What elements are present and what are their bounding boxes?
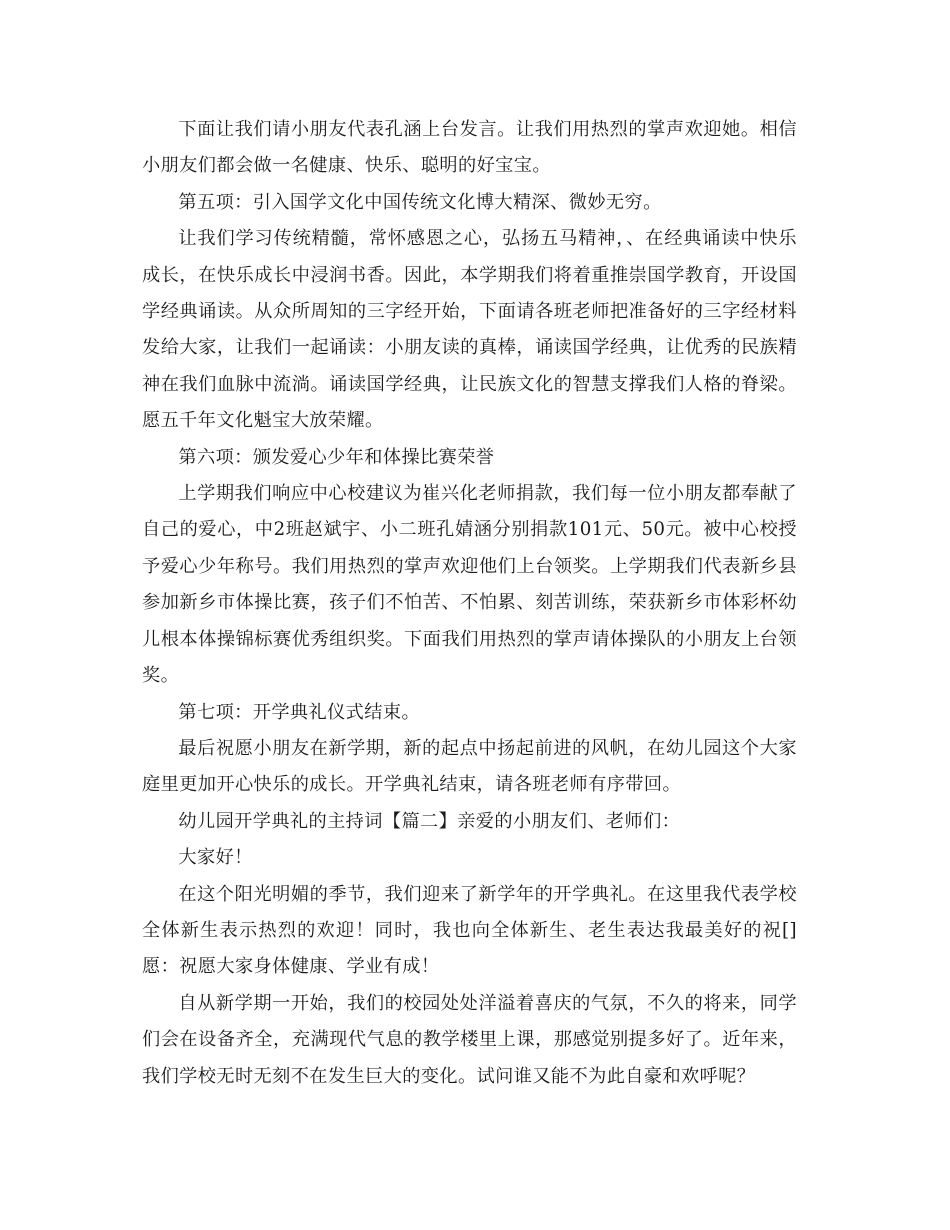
paragraph-greeting: 大家好！ xyxy=(178,847,253,869)
document-page xyxy=(142,112,797,1095)
paragraph-part-two-heading: 幼儿园开学典礼的主持词【篇二】亲爱的小朋友们、老师们： xyxy=(178,810,681,832)
paragraph-speech-intro: 下面让我们请小朋友代表孔涵上台发言。让我们用热烈的掌声欢迎她。相信小朋友们都会做一名健康、快乐、聪明的好宝宝。 xyxy=(142,119,797,177)
paragraph-campus-changes: 自从新学期一开始，我们的校园处处洋溢着喜庆的气氛，不久的将来，同学们会在设备齐全，充满现代气息的教学楼里上课，那感觉别提多好了。近年来，我们学校无时无刻不在发生巨大的变化。试问谁又能不为此自豪和欢呼呢？ xyxy=(142,992,797,1087)
paragraph-item-seven: 第七项：开学典礼仪式结束。 xyxy=(178,701,421,723)
paragraph-awards: 上学期我们响应中心校建议为崔兴化老师捐款，我们每一位小朋友都奉献了自己的爱心，中2班赵斌宇、小二班孔婧涵分别捐款101元、50元。被中心校授予爱心少年称号。我们用热烈的掌声欢迎他们上台领奖。上学期我们代表新乡县参加新乡市体操比赛，孩子们不怕苦、不怕累、刻苦训练，荣获新乡市体彩杯幼儿根本体操锦标赛优秀组织奖。下面我们用热烈的掌声请体操队的小朋友上台领奖。 xyxy=(142,483,797,687)
paragraph-closing-wishes: 最后祝愿小朋友在新学期，新的起点中扬起前进的风帆，在幼儿园这个大家庭里更加开心快乐的成长。开学典礼结束，请各班老师有序带回。 xyxy=(142,737,797,796)
paragraph-item-six: 第六项：颁发爱心少年和体操比赛荣誉 xyxy=(178,446,495,468)
paragraph-welcome: 在这个阳光明媚的季节，我们迎来了新学年的开学典礼。在这里我代表学校全体新生表示热烈的欢迎！同时，我也向全体新生、老生表达我最美好的祝[]愿：祝愿大家身体健康、学业有成！ xyxy=(142,883,797,978)
paragraph-guoxue-reading: 让我们学习传统精髓，常怀感恩之心，弘扬五马精神，、在经典诵读中快乐成长，在快乐成长中浸润书香。因此，本学期我们将着重推崇国学教育，开设国学经典诵读。从众所周知的三字经开始，下面请各班老师把准备好的三字经材料发给大家，让我们一起诵读：小朋友读的真棒，诵读国学经典，让优秀的民族精神在我们血脉中流淌。诵读国学经典，让民族文化的智慧支撑我们人格的脊梁。愿五千年文化魁宝大放荣耀。 xyxy=(142,228,797,432)
paragraph-item-five: 第五项：引入国学文化中国传统文化博大精深、微妙无穷。 xyxy=(178,191,662,213)
